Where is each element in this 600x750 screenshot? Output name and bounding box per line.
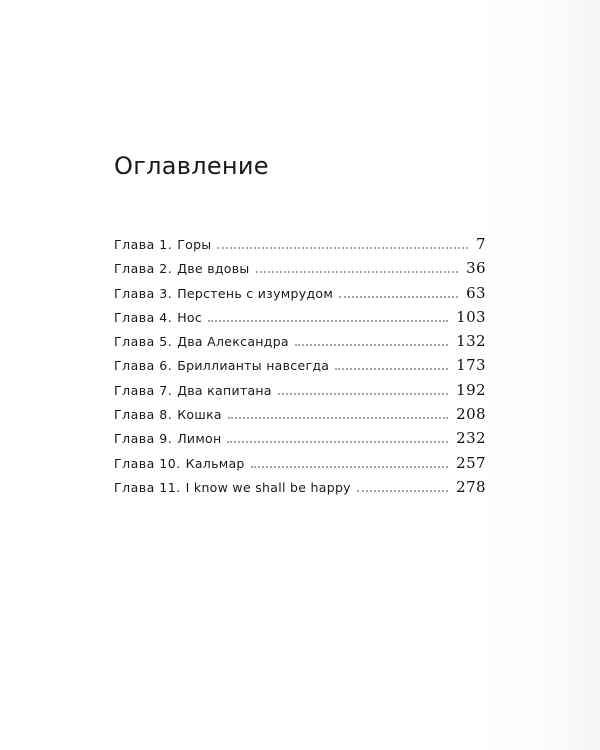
chapter-number: Глава 3. — [114, 285, 173, 301]
chapter-number: Глава 1. — [114, 237, 173, 252]
dot-leader — [251, 465, 448, 468]
chapter-title: Перстень с изумрудом — [177, 285, 334, 301]
chapter-number: Глава 11. — [114, 479, 181, 495]
toc-entry[interactable] — [114, 232, 486, 256]
chapter-number: Глава 5. — [114, 334, 173, 350]
chapter-title: I know we shall be happy — [185, 479, 351, 495]
dot-leader — [228, 416, 448, 419]
chapter-number: Глава 7. — [114, 382, 173, 398]
chapter-number: Глава 8. — [114, 407, 173, 423]
chapter-title: Два Александра — [177, 334, 289, 350]
chapter-title: Две вдовы — [177, 261, 250, 277]
toc-entry[interactable] — [114, 475, 486, 499]
page-number: 232 — [456, 429, 486, 448]
table-of-contents — [114, 232, 486, 499]
chapter-number: Глава 6. — [114, 358, 173, 374]
chapter-title: Кальмар — [185, 455, 245, 471]
toc-entry[interactable] — [114, 305, 486, 329]
dot-leader — [227, 440, 448, 443]
dot-leader — [217, 246, 468, 249]
chapter-title: Кошка — [177, 407, 222, 423]
dot-leader — [256, 270, 459, 273]
page-number: 103 — [456, 307, 486, 326]
page-title: Оглавление — [114, 152, 269, 180]
page-number: 36 — [466, 259, 486, 278]
chapter-title: Нос — [177, 309, 203, 325]
chapter-number: Глава 9. — [114, 431, 173, 447]
toc-entry[interactable] — [114, 378, 486, 402]
page-number: 173 — [456, 356, 486, 375]
toc-entry[interactable] — [114, 281, 486, 305]
page-number: 278 — [456, 477, 486, 496]
chapter-number: Глава 2. — [114, 261, 173, 277]
dot-leader — [339, 295, 458, 298]
chapter-title: Горы — [177, 237, 212, 252]
toc-entry[interactable] — [114, 256, 486, 280]
page-number: 192 — [456, 380, 486, 399]
page-number: 7 — [476, 235, 486, 253]
toc-entry[interactable] — [114, 451, 486, 475]
toc-entry[interactable] — [114, 426, 486, 450]
chapter-title: Лимон — [177, 431, 222, 447]
page-number: 132 — [456, 332, 486, 351]
page-number: 63 — [466, 283, 486, 302]
dot-leader — [278, 392, 448, 395]
chapter-number: Глава 10. — [114, 455, 181, 471]
page-number: 257 — [456, 453, 486, 472]
dot-leader — [208, 319, 448, 322]
toc-entry[interactable] — [114, 353, 486, 377]
dot-leader — [295, 343, 448, 346]
page-number: 208 — [456, 405, 486, 424]
chapter-number: Глава 4. — [114, 309, 173, 325]
chapter-title: Два капитана — [177, 382, 272, 398]
dot-leader — [335, 367, 448, 370]
toc-entry[interactable] — [114, 402, 486, 426]
chapter-title: Бриллианты навсегда — [177, 358, 330, 374]
toc-entry[interactable] — [114, 329, 486, 353]
dot-leader — [357, 489, 448, 492]
